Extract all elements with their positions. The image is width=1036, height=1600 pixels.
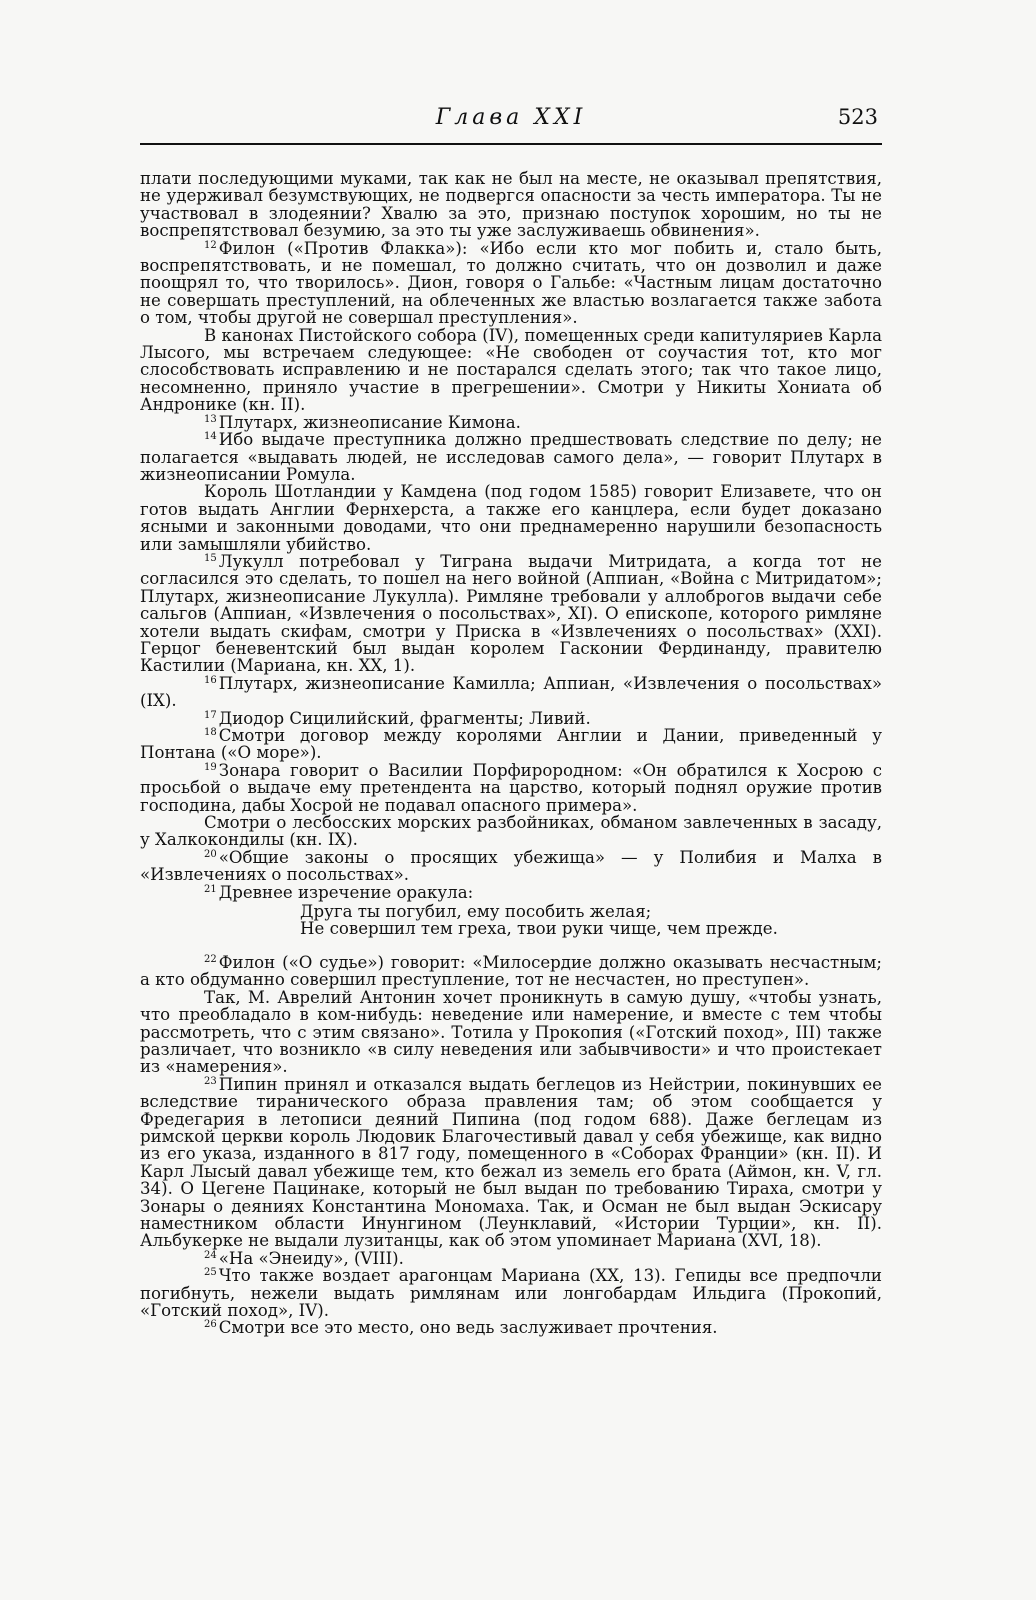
note-paragraph — [140, 884, 882, 901]
note-text: плати последующими муками, так как не был на месте, не оказывал препятствия, не удерживал безумствующих, не подвергся опасности за честь императора. Ты не участвовал в злодеянии? Хвалю за это, признаю поступок хорошим, но ты не воспрепятствовал безумию, за это ты уже заслуживаешь обвинения». — [140, 169, 882, 241]
verse-line: Не совершил тем греха, твои руки чище, чем прежде. — [300, 919, 778, 939]
note-paragraph — [140, 710, 882, 727]
chapter-title: Глава XXI — [435, 105, 587, 130]
note-text: Диодор Сицилийский, фрагменты; Ливий. — [218, 708, 591, 728]
note-text: Филон («Против Флакка»): «Ибо если кто мог побить и, стало быть, воспрепятствовать, и не помешал, то должно считать, что он дозволил и даже поощрял то, что творилось». Дион, говоря о Гальбе: «Частным лицам достаточно не совершать преступлений, на облеченных же властью возлагается также забота о том, чтобы другой не совершал преступления». — [140, 238, 882, 328]
note-number: 17 — [204, 709, 217, 721]
note-number: 12 — [204, 239, 217, 251]
note-paragraph — [140, 849, 882, 884]
note-number: 21 — [204, 883, 217, 895]
note-number: 22 — [204, 953, 217, 965]
note-text: В канонах Пистойского собора (IV), помещенных среди капитуляриев Карла Лысого, мы встречаем следующее: «Не свободен от соучастия тот, кто мог слособствовать исправлению и не постарался сделать этого; так что такое лицо, несомненно, приняло участие в прегрешении». Смотри у Никиты Хониата об Андронике (кн. II). — [140, 325, 882, 415]
header-rule — [140, 143, 882, 145]
note-text: Смотри все это место, оно ведь заслуживает прочтения. — [218, 1318, 718, 1338]
note-number: 19 — [204, 761, 217, 773]
note-text: Древнее изречение оракула: — [218, 882, 474, 902]
note-number: 20 — [204, 848, 217, 860]
note-number: 18 — [204, 727, 217, 738]
note-number: 13 — [204, 413, 217, 425]
note-text: Зонара говорит о Василии Порфирородном: «Он обратился к Хосрою с просьбой о выдаче ему претендента на царство, который поднял оружие против господина, дабы Хосрой не подавал опасного примера». — [140, 760, 882, 815]
notes-part-2 — [140, 954, 882, 1337]
note-paragraph — [140, 675, 882, 710]
note-paragraph — [140, 727, 882, 762]
note-paragraph — [140, 170, 882, 240]
note-paragraph — [140, 1319, 882, 1336]
note-paragraph — [140, 954, 882, 989]
note-text: Король Шотландии у Камдена (под годом 1585) говорит Елизавете, что он готов выдать Англии Фернхерста, а также его канцлера, если будет доказано ясными и законными доводами, что они преднамеренно нарушили безопасность или замышляли убийство. — [140, 482, 882, 554]
note-paragraph — [140, 1250, 882, 1267]
page-number: 523 — [837, 105, 878, 129]
notes-part-1 — [140, 170, 882, 901]
note-text: Лукулл потребовал у Тиграна выдачи Митридата, а когда тот не согласился это сделать, то пошел на него войной (Аппиан, «Война с Митридатом»; Плутарх, жизнеописание Лукулла). Римляне требовали у аллоброгов выдачи себе сальгов (Аппиан, «Извлечения о посольствах», XI). О епископе, которого римляне хотели выдать скифам, смотри у Приска в «Извлечениях о посольствах» (XXI). Герцог беневентский был выдан королем Гасконии Фердинанду, правителю Кастилии (Мариана, кн. XX, 1). — [140, 551, 882, 676]
note-text: Плутарх, жизнеописание Камилла; Аппиан, «Извлечения о посольствах» (IX). — [140, 673, 882, 711]
oracle-verse — [300, 903, 882, 938]
note-text: Смотри о лесбосских морских разбойниках, обманом завлеченных в засаду, у Халкокондилы (кн. IX). — [140, 813, 882, 850]
note-number: 15 — [204, 552, 217, 564]
note-number: 25 — [204, 1267, 217, 1279]
note-number: 24 — [204, 1249, 217, 1261]
note-text: Пипин принял и отказался выдать беглецов из Нейстрии, покинувших ее вследствие тиранического образа правления там; об этом сообщается у Фредегария в летописи деяний Пипина (под годом 688). Даже беглецам из римской церкви король Людовик Благочестивый давал у себя убежище, как видно из его указа, изданного в 817 году, помещенного в «Соборах Франции» (кн. II). И Карл Лысый давал убежище тем, кто бежал из земель его брата (Аймон, кн. V, гл. 34). О Цегене Пацинаке, который не был выдан по требованию Тираха, смотри у Зонары о деяниях Константина Мономаха. Так, и Осман не был выдан Эскисару наместником области Инунгином (Леунклавий, «Истории Турции», кн. II). Альбукерке не выдали лузитанцы, как об этом упоминает Мариана (XVI, 18). — [140, 1074, 882, 1251]
note-text: Так, М. Аврелий Антонин хочет проникнуть в самую душу, «чтобы узнать, что преобладало в ком-нибудь: неведение или намерение, и вместе с тем чтобы рассмотреть, что с этим связано». Тотила у Прокопия («Готский поход», III) также различает, что возникло «в силу неведения или забывчивости» и что проистекает из «намерения». — [140, 987, 882, 1077]
note-text: Филон («О судье») говорит: «Милосердие должно оказывать несчастным; а кто обдуманно совершил преступление, тот не несчастен, но преступен». — [140, 952, 882, 990]
note-paragraph — [140, 483, 882, 553]
note-paragraph — [140, 327, 882, 414]
note-number: 26 — [204, 1319, 217, 1331]
note-number: 23 — [204, 1075, 217, 1087]
note-paragraph — [140, 431, 882, 483]
notes-body — [140, 170, 882, 1337]
note-number: 14 — [204, 431, 217, 443]
note-text: Смотри договор между королями Англии и Дании, приведенный у Понтана («О море»). — [140, 726, 882, 763]
note-paragraph — [140, 240, 882, 327]
note-paragraph — [140, 414, 882, 431]
note-text: «Общие законы о просящих убежища» — у Полибия и Малха в «Извлечениях о посольствах». — [140, 847, 882, 885]
note-paragraph — [140, 1267, 882, 1319]
note-text: Что также воздает арагонцам Мариана (XX, 13). Гепиды все предпочли погибнуть, нежели выдать римлянам или лонгобардам Ильдига (Прокопий, «Готский поход», IV). — [140, 1266, 882, 1320]
note-paragraph — [140, 1076, 882, 1250]
note-paragraph — [140, 989, 882, 1076]
note-text: «На «Энеиду», (VIII). — [218, 1248, 404, 1268]
note-text: Плутарх, жизнеописание Кимона. — [218, 412, 521, 432]
note-text: Ибо выдаче преступника должно предшествовать следствие по делу; не полагается «выдавать людей, не исследовав самого дела», — говорит Плутарх в жизнеописании Ромула. — [140, 430, 882, 484]
running-header — [140, 105, 882, 145]
note-paragraph — [140, 762, 882, 814]
note-paragraph — [140, 814, 882, 849]
note-number: 16 — [204, 674, 217, 686]
note-paragraph — [140, 553, 882, 675]
verse-line: Друга ты погубил, ему пособить желая; — [300, 902, 652, 922]
